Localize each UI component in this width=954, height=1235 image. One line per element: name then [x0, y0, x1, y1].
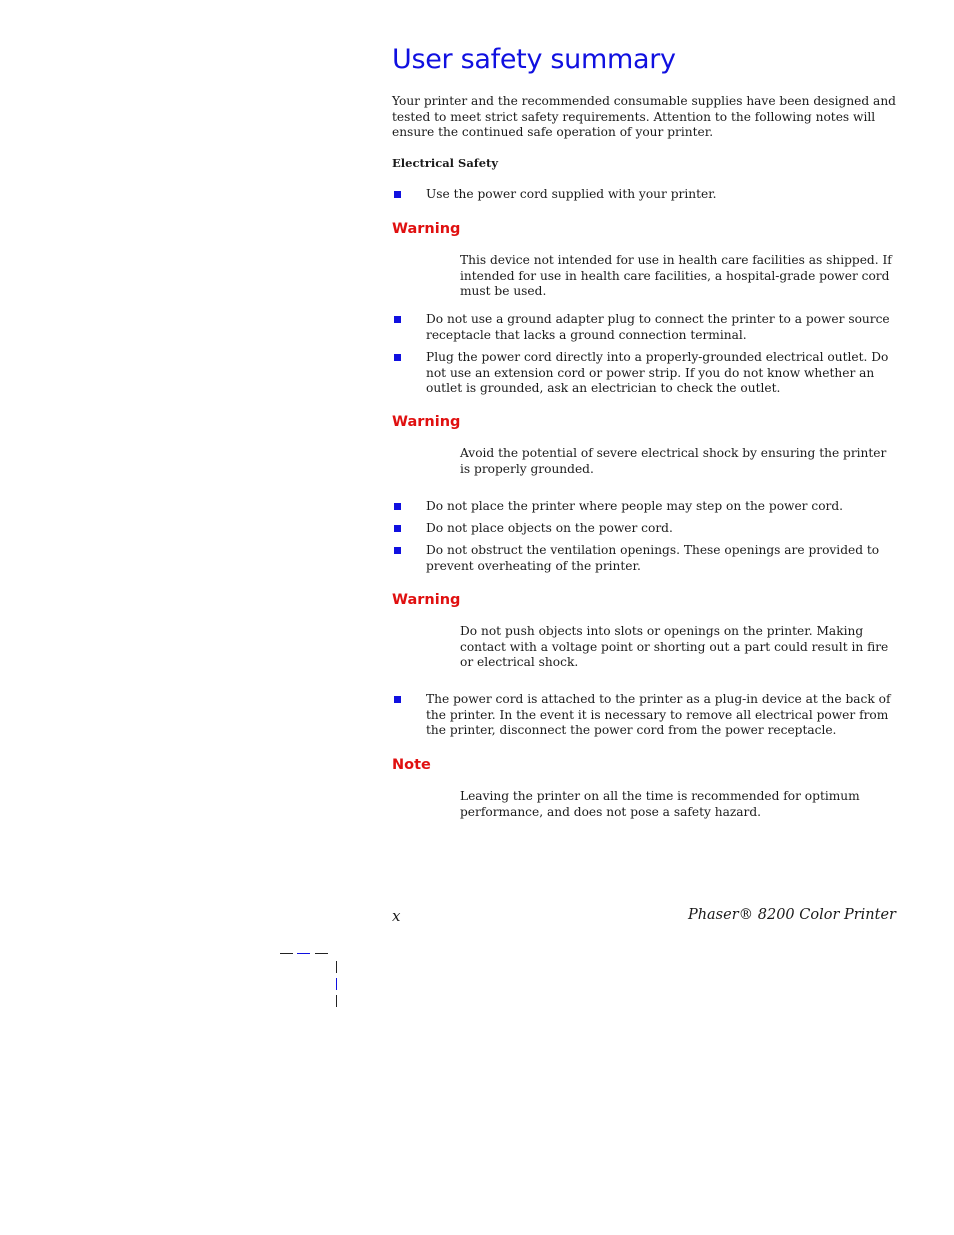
crop-mark	[315, 953, 328, 954]
list-item	[392, 499, 897, 515]
crop-mark	[280, 953, 293, 954]
list-item-text: Do not obstruct the ventilation openings. These openings are provided to prevent overheating of the printer.	[426, 543, 880, 573]
warning-text: This device not intended for use in health care facilities as shipped. If intended for use in health care facilities, a hospital-grade power cord must be used.	[460, 253, 892, 299]
crop-mark	[336, 995, 337, 1007]
bullet-square-icon	[394, 525, 401, 532]
warning-label: Warning	[392, 592, 461, 608]
warning-label: Warning	[392, 221, 461, 237]
bullet-square-icon	[394, 696, 401, 703]
list-item-text: Do not place the printer where people may step on the power cord.	[426, 499, 844, 513]
list-item-text: Do not place objects on the power cord.	[426, 521, 673, 535]
crop-mark	[336, 961, 337, 973]
bullet-square-icon	[394, 354, 401, 361]
list-item-text: Plug the power cord directly into a properly-grounded electrical outlet. Do not use an extension cord or power strip. If you do not know whether an outlet is grounded, ask an electrician to check the outlet.	[426, 350, 889, 396]
list-item	[392, 543, 897, 574]
list-item	[392, 312, 897, 343]
crop-mark	[297, 953, 310, 954]
list-item-text: The power cord is attached to the printer as a plug-in device at the back of the printer. In the event it is necessary to remove all electrical power from the printer, disconnect the power cord from the power receptacle.	[426, 692, 891, 738]
list-item-text: Do not use a ground adapter plug to connect the printer to a power source receptacle that lacks a ground connection terminal.	[426, 312, 890, 342]
page-title: User safety summary	[392, 44, 676, 75]
section-heading: Electrical Safety	[392, 156, 499, 170]
note-text: Leaving the printer on all the time is recommended for optimum performance, and does not pose a safety hazard.	[460, 789, 860, 819]
bullet-square-icon	[394, 547, 401, 554]
list-item	[392, 692, 897, 739]
list-item	[392, 187, 897, 203]
intro-paragraph: Your printer and the recommended consumable supplies have been designed and tested to meet strict safety requirements. Attention to the following notes will ensure the continued safe operation of your printer.	[392, 94, 896, 140]
list-item-text: Use the power cord supplied with your printer.	[426, 187, 717, 201]
warning-label: Warning	[392, 414, 461, 430]
list-item	[392, 521, 897, 537]
bullet-square-icon	[394, 191, 401, 198]
crop-mark	[336, 978, 337, 990]
page-number: x	[392, 907, 401, 925]
footer-product-name: Phaser® 8200 Color Printer	[687, 907, 896, 923]
warning-text: Avoid the potential of severe electrical shock by ensuring the printer is properly grounded.	[460, 446, 887, 476]
note-label: Note	[392, 757, 431, 773]
list-item	[392, 350, 897, 397]
bullet-square-icon	[394, 503, 401, 510]
bullet-square-icon	[394, 316, 401, 323]
warning-text: Do not push objects into slots or openings on the printer. Making contact with a voltage point or shorting out a part could result in fire or electrical shock.	[460, 624, 889, 670]
